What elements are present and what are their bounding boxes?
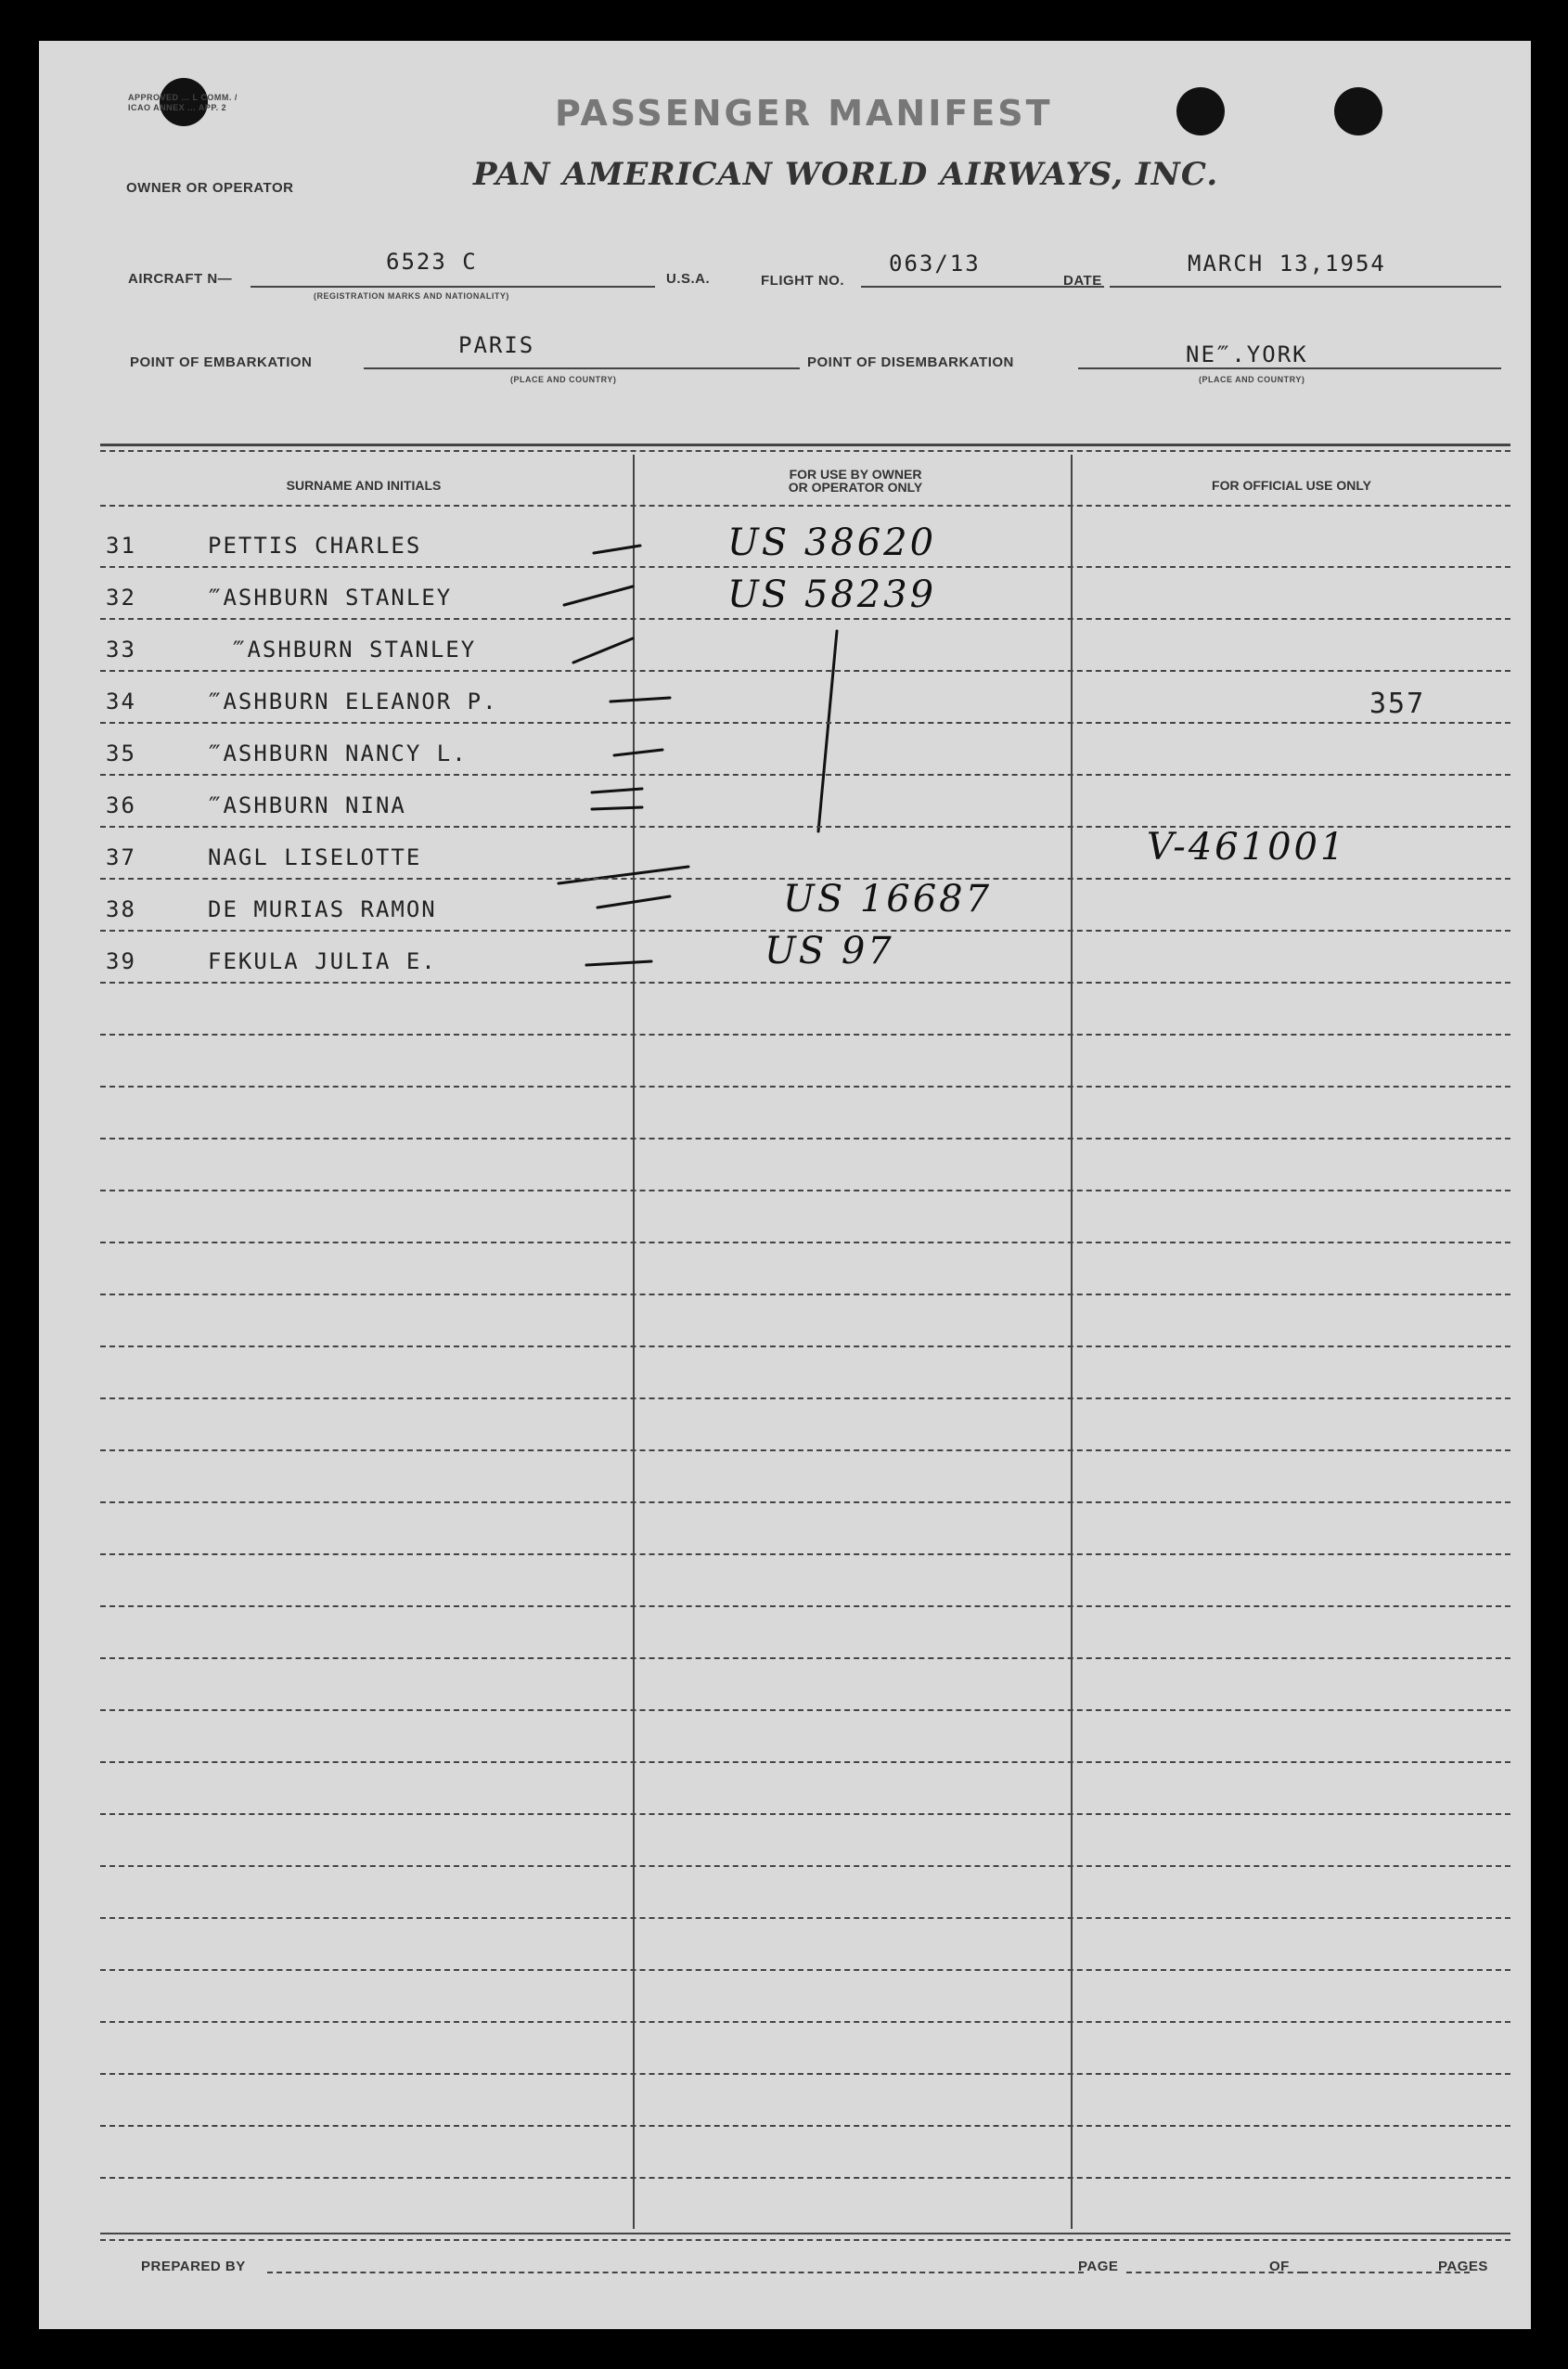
owner-operator-label: OWNER OR OPERATOR <box>126 180 294 196</box>
row-rule <box>100 1345 1510 1347</box>
row-rule <box>100 566 1510 568</box>
tick-mark <box>564 586 633 605</box>
passenger-name: ‴ASHBURN ELEANOR P. <box>208 689 498 715</box>
owner-note: US 58239 <box>727 573 937 616</box>
table-bottom-border <box>100 2233 1510 2234</box>
row-rule <box>100 1242 1510 1243</box>
row-rule <box>100 1138 1510 1139</box>
tick-mark <box>573 638 633 663</box>
row-rule <box>100 618 1510 620</box>
row-rule <box>100 1917 1510 1919</box>
row-number: 36 <box>106 792 136 818</box>
row-rule <box>100 2021 1510 2023</box>
embarkation-value: PARIS <box>458 332 535 358</box>
passenger-name: PETTIS CHARLES <box>208 533 422 559</box>
aircraft-label: AIRCRAFT N— <box>128 271 233 287</box>
row-number: 37 <box>106 844 136 870</box>
row-rule <box>100 1761 1510 1763</box>
passenger-name: ‴ASHBURN NANCY L. <box>208 740 468 766</box>
date-value: MARCH 13,1954 <box>1188 251 1386 277</box>
owner-note: US 16687 <box>783 878 993 921</box>
official-note: V-461001 <box>1147 826 1347 869</box>
flight-no-value: 063/13 <box>889 251 981 277</box>
row-rule <box>100 1605 1510 1607</box>
tick-mark <box>559 867 688 883</box>
surname-column-header: SURNAME AND INITIALS <box>286 478 442 493</box>
prepared-by-line <box>267 2272 1084 2273</box>
pages-label: PAGES <box>1438 2259 1488 2274</box>
row-rule <box>100 1034 1510 1036</box>
usa-label: U.S.A. <box>666 271 711 287</box>
tick-mark <box>586 961 651 965</box>
row-rule <box>100 1709 1510 1711</box>
vertical-stroke <box>818 631 837 831</box>
passenger-name: NAGL LISELOTTE <box>208 844 422 870</box>
of-label: OF <box>1269 2259 1290 2274</box>
row-rule <box>100 670 1510 672</box>
row-rule <box>100 1086 1510 1088</box>
tick-mark <box>614 750 662 755</box>
tick-mark <box>592 807 642 809</box>
owner-note: US 97 <box>765 930 894 972</box>
tick-mark <box>610 698 670 702</box>
aircraft-value: 6523 C <box>386 249 478 275</box>
row-rule <box>100 722 1510 724</box>
tick-mark <box>592 789 642 792</box>
row-rule <box>100 1397 1510 1399</box>
tick-mark <box>594 546 640 553</box>
official-note: 357 <box>1369 688 1426 720</box>
row-rule <box>100 1190 1510 1191</box>
row-number: 32 <box>106 585 136 611</box>
airline-name: PAN AMERICAN WORLD AIRWAYS, INC. <box>473 156 1219 193</box>
row-rule <box>100 826 1510 828</box>
row-number: 34 <box>106 689 136 715</box>
row-rule <box>100 1657 1510 1659</box>
aircraft-caption: (REGISTRATION MARKS AND NATIONALITY) <box>314 291 509 301</box>
row-rule <box>100 930 1510 932</box>
row-rule <box>100 1294 1510 1295</box>
row-rule <box>100 774 1510 776</box>
date-label: DATE <box>1063 273 1102 289</box>
manifest-page <box>39 41 1531 2329</box>
row-number: 31 <box>106 533 136 559</box>
row-rule <box>100 1969 1510 1971</box>
passenger-name: FEKULA JULIA E. <box>208 948 437 974</box>
approval-stamp: APPROVED ... L COMM. / ICAO ANNEX ... APP. 2 <box>128 93 238 112</box>
row-rule <box>100 2125 1510 2127</box>
passenger-name: DE MURIAS RAMON <box>208 896 437 922</box>
row-rule <box>100 1865 1510 1867</box>
row-number: 38 <box>106 896 136 922</box>
form-title: PASSENGER MANIFEST <box>555 93 1053 134</box>
owner-note: US 38620 <box>727 521 937 564</box>
disembarkation-caption: (PLACE AND COUNTRY) <box>1199 375 1305 384</box>
embarkation-label: POINT OF EMBARKATION <box>130 354 313 370</box>
row-rule <box>100 878 1510 880</box>
page-label: PAGE <box>1078 2259 1119 2274</box>
row-rule <box>100 1449 1510 1451</box>
disembarkation-value: NE‴.YORK <box>1186 341 1308 367</box>
row-rule <box>100 982 1510 984</box>
owner-column-header-line1: FOR USE BY OWNER <box>789 467 922 482</box>
row-number: 33 <box>106 637 136 663</box>
row-rule <box>100 1501 1510 1503</box>
table-bottom-border-inner <box>100 2239 1510 2241</box>
row-rule <box>100 1553 1510 1555</box>
row-number: 39 <box>106 948 136 974</box>
handwritten-marks <box>39 41 1531 2329</box>
official-column-header: FOR OFFICIAL USE ONLY <box>1212 478 1371 493</box>
passenger-name: ‴ASHBURN STANLEY <box>232 637 477 663</box>
owner-column-header-line2: OR OPERATOR ONLY <box>788 480 923 495</box>
row-rule <box>100 1813 1510 1815</box>
flight-no-label: FLIGHT NO. <box>761 273 844 289</box>
row-rule <box>100 2177 1510 2179</box>
row-rule <box>100 2073 1510 2075</box>
prepared-by-label: PREPARED BY <box>141 2259 246 2274</box>
passenger-name: ‴ASHBURN NINA <box>208 792 406 818</box>
passenger-name: ‴ASHBURN STANLEY <box>208 585 453 611</box>
disembarkation-label: POINT OF DISEMBARKATION <box>807 354 1014 370</box>
tick-mark <box>598 896 670 908</box>
embarkation-caption: (PLACE AND COUNTRY) <box>510 375 617 384</box>
row-number: 35 <box>106 740 136 766</box>
